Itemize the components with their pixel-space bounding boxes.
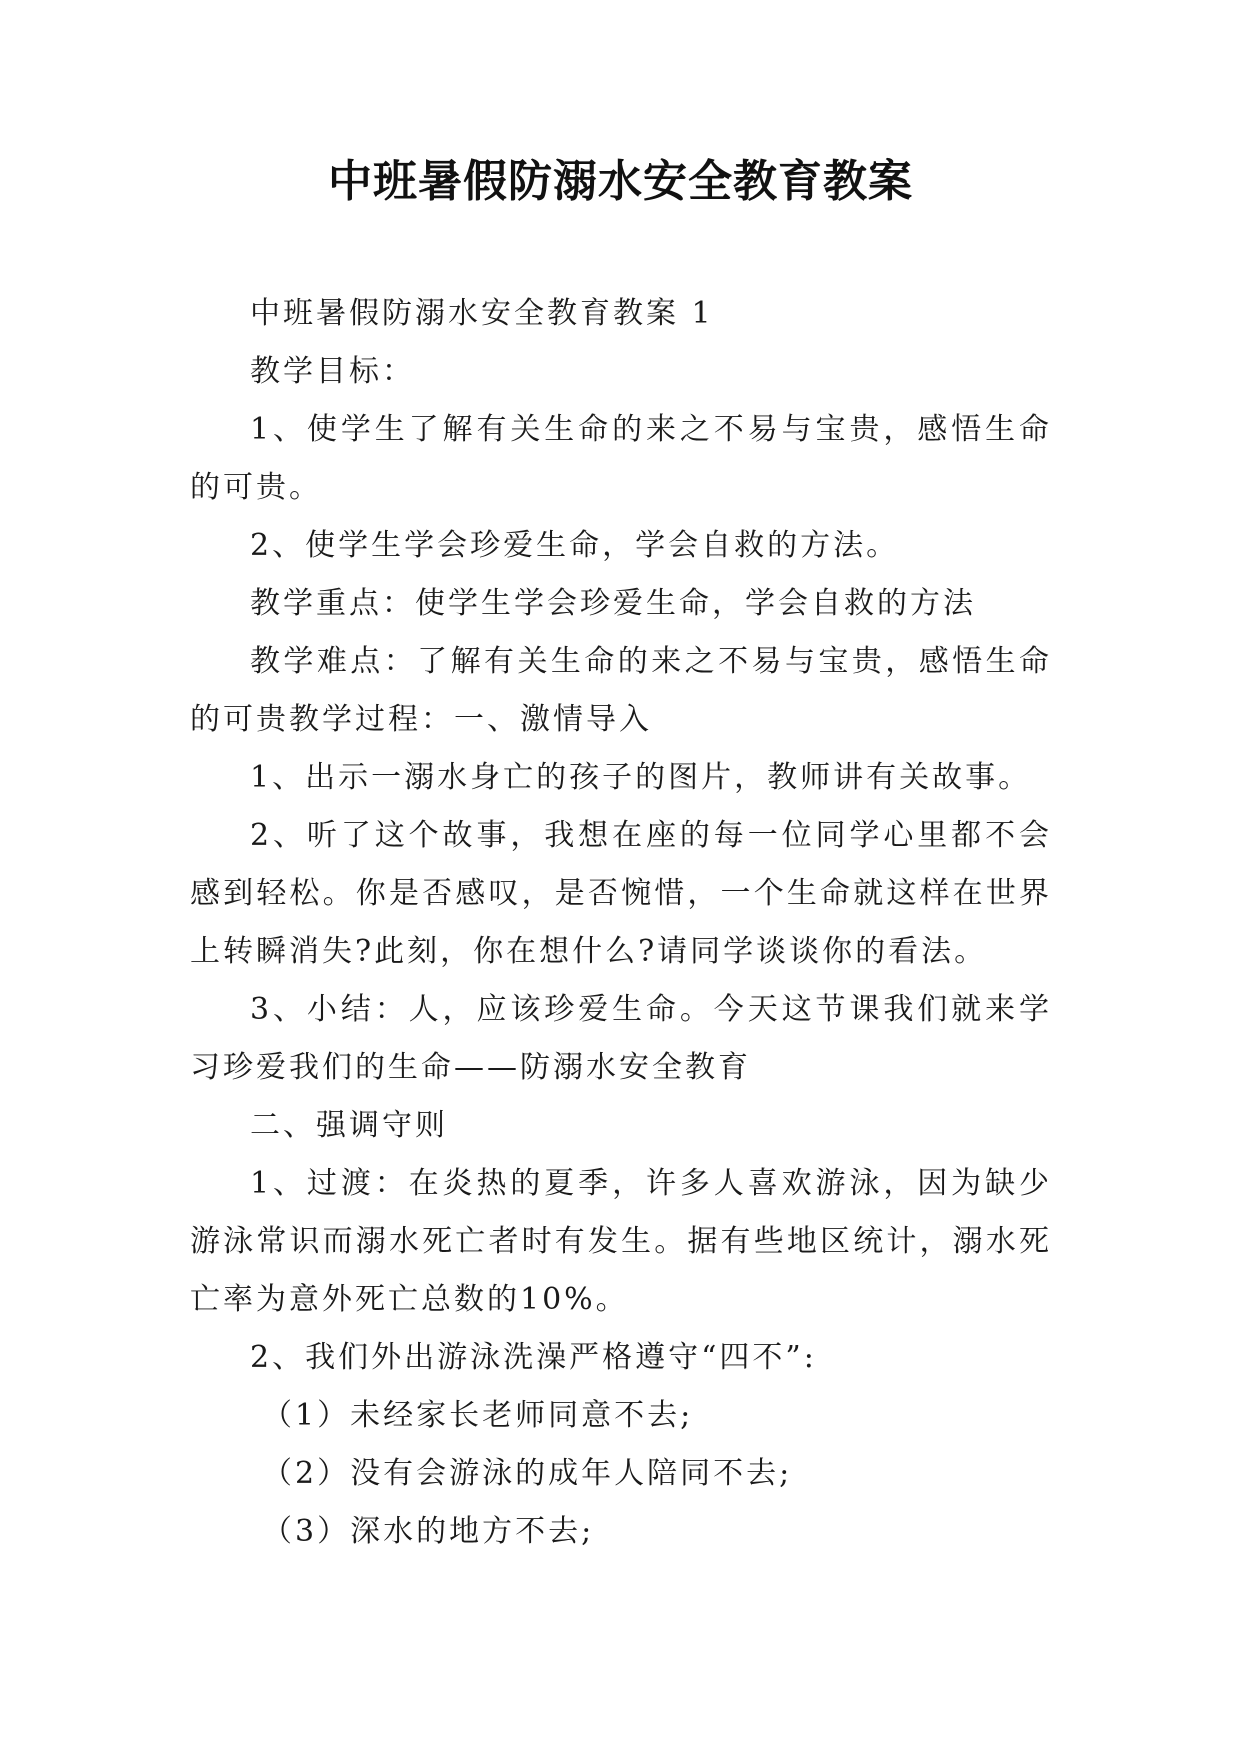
paragraph: 1、使学生了解有关生命的来之不易与宝贵，感悟生命的可贵。 [190, 412, 1052, 505]
section-heading: 二、强调守则 [250, 1108, 448, 1143]
paragraph: 2、使学生学会珍爱生命，学会自救的方法。 [250, 528, 900, 563]
list-item: （2）没有会游泳的成年人陪同不去; [262, 1456, 793, 1491]
paragraph: 1、过渡：在炎热的夏季，许多人喜欢游泳，因为缺少游泳常识而溺水死亡者时有发生。据有些地区统计，溺水死亡率为意外死亡总数的10%。 [190, 1166, 1052, 1317]
paragraph: 2、我们外出游泳洗澡严格遵守“四不”: [250, 1340, 817, 1375]
list-item: （1）未经家长老师同意不去; [262, 1398, 694, 1433]
paragraph: 教学重点：使学生学会珍爱生命，学会自救的方法 [250, 586, 976, 621]
page-title: 中班暑假防溺水安全教育教案 [328, 156, 913, 207]
paragraph: 2、听了这个故事，我想在座的每一位同学心里都不会感到轻松。你是否感叹，是否惋惜，一个生命就这样在世界上转瞬消失?此刻，你在想什么?请同学谈谈你的看法。 [190, 818, 1052, 969]
paragraph: 3、小结：人，应该珍爱生命。今天这节课我们就来学习珍爱我们的生命——防溺水安全教育 [190, 992, 1052, 1085]
paragraph: 1、出示一溺水身亡的孩子的图片，教师讲有关故事。 [250, 760, 1032, 795]
paragraph-label: 教学目标： [250, 354, 415, 389]
paragraph: 教学难点：了解有关生命的来之不易与宝贵，感悟生命的可贵教学过程：一、激情导入 [190, 644, 1052, 737]
list-item: （3）深水的地方不去; [262, 1514, 595, 1549]
document-body [190, 285, 1052, 1561]
section-heading: 中班暑假防溺水安全教育教案 1 [250, 296, 714, 331]
